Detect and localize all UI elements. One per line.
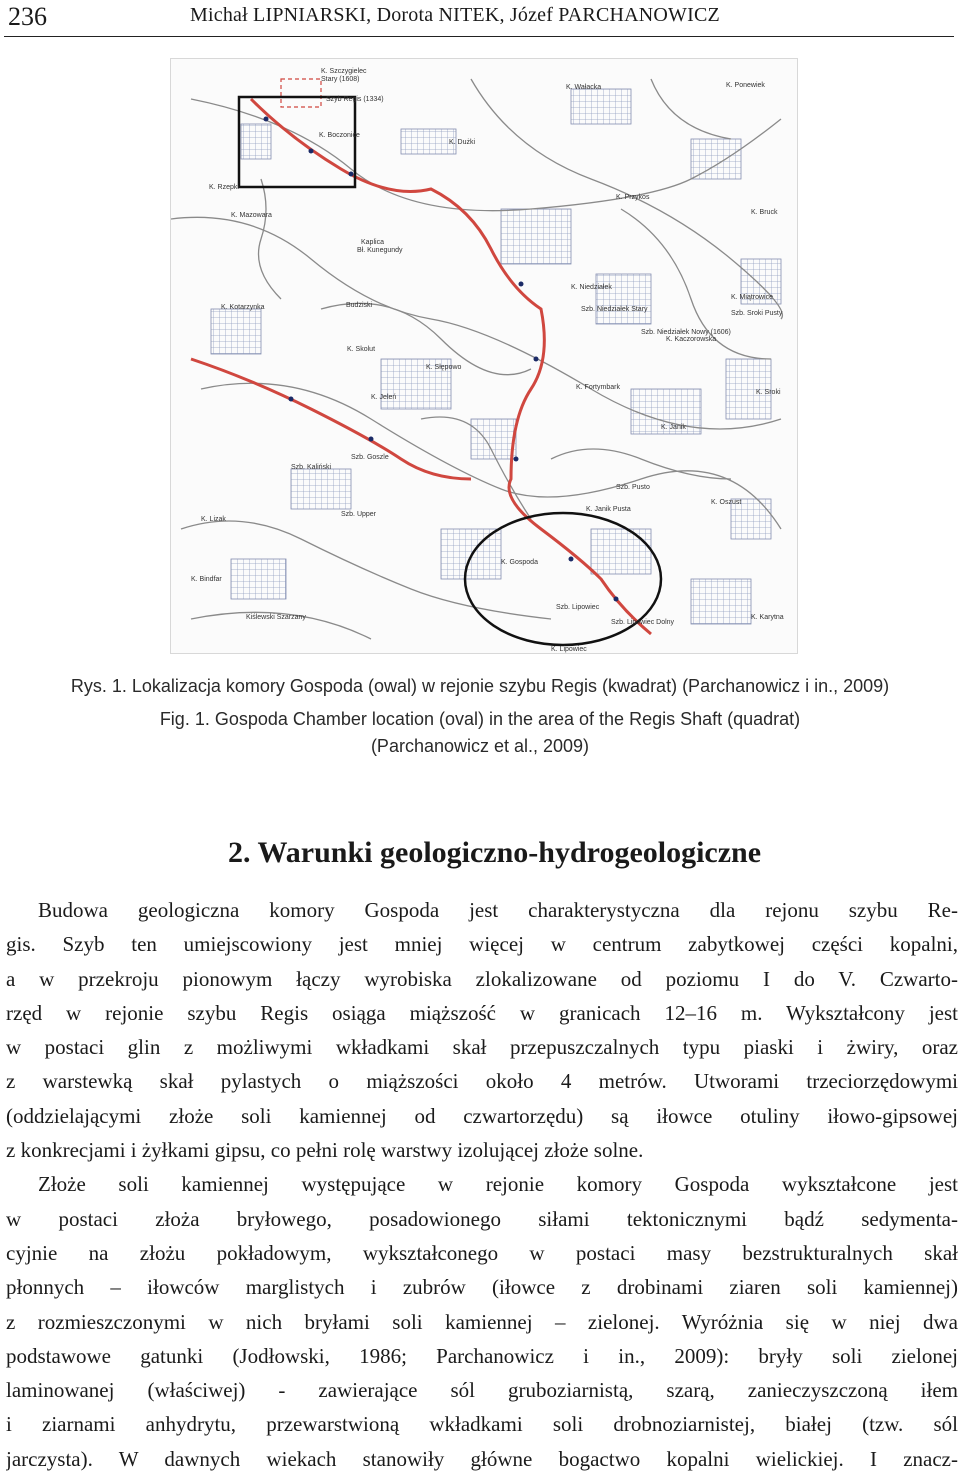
body-line: z konkrecjami i żyłkami gipsu, co pełni rolę warstwy izolującej złoże solne. bbox=[6, 1138, 644, 1163]
shaft-box-red bbox=[281, 79, 321, 107]
svg-text:K. Oszust: K. Oszust bbox=[711, 499, 742, 506]
svg-text:K. Wałacka: K. Wałacka bbox=[566, 84, 602, 91]
svg-text:Kaplica: Kaplica bbox=[361, 239, 384, 246]
svg-text:K. Janik Pusta: K. Janik Pusta bbox=[586, 506, 631, 513]
chamber-areas bbox=[211, 89, 781, 624]
svg-text:K. Rzepki: K. Rzepki bbox=[209, 184, 239, 191]
figure-caption-english-line2: (Parchanowicz et al., 2009) bbox=[370, 736, 590, 756]
svg-text:K. Miątrowice: K. Miątrowice bbox=[731, 294, 774, 301]
svg-text:K. Ponewiek: K. Ponewiek bbox=[726, 82, 765, 89]
svg-text:K. Sroki: K. Sroki bbox=[756, 389, 781, 396]
body-line: cyjnie na złożu pokładowym, wykształconego w postaci masy bezstrukturalnych skał bbox=[6, 1240, 958, 1265]
svg-text:Szb. Niedziałek Stary: Szb. Niedziałek Stary bbox=[581, 306, 648, 313]
svg-text:Szb. Pusto: Szb. Pusto bbox=[616, 484, 650, 491]
svg-text:K. Przykos: K. Przykos bbox=[616, 194, 650, 201]
svg-text:Szb. Lipowiec: Szb. Lipowiec bbox=[556, 604, 600, 611]
svg-text:K. Mazowara: K. Mazowara bbox=[231, 212, 272, 219]
page-number: 236 bbox=[8, 2, 47, 31]
body-line: podstawowe gatunki (Jodłowski, 1986; Parchanowicz i in., 2009): bryły soli zielonej bbox=[6, 1343, 958, 1368]
body-line: rzęd w rejonie szybu Regis osiąga miąższość w granicach 12–16 m. Wykształcony jest bbox=[6, 1000, 958, 1025]
svg-text:Budziski: Budziski bbox=[346, 302, 373, 309]
svg-text:K. Kaczorowska: K. Kaczorowska bbox=[666, 336, 717, 343]
body-line: gis. Szyb ten umiejscowiony jest mniej więcej w centrum zabytkowej części kopalni, bbox=[6, 932, 958, 957]
body-line: Budowa geologiczna komory Gospoda jest charakterystyczna dla rejonu szybu Re- bbox=[38, 898, 958, 922]
mine-map-drawing bbox=[171, 59, 797, 653]
svg-text:K. Fortymbark: K. Fortymbark bbox=[576, 384, 620, 391]
svg-text:K. Lizak: K. Lizak bbox=[201, 516, 226, 523]
body-line: a w przekroju pionowym łączy wyrobiska zlokalizowane od poziomu I do V. Czwarto- bbox=[6, 966, 958, 991]
svg-text:Szb. Lipowiec Dolny: Szb. Lipowiec Dolny bbox=[611, 619, 675, 626]
svg-text:K. Karytna: K. Karytna bbox=[751, 614, 784, 621]
body-line: płonnych – iłowców marglistych i zubrów (iłowce z drobinami ziaren soli kamiennej) bbox=[6, 1275, 958, 1300]
body-line: z warstewką skał pylastych o miąższości około 4 metrów. Utworami trzeciorzędowymi bbox=[6, 1069, 958, 1094]
body-text bbox=[6, 893, 958, 1476]
svg-text:K. Jeleń: K. Jeleń bbox=[371, 394, 397, 401]
svg-text:K. Niedziałek: K. Niedziałek bbox=[571, 284, 612, 291]
body-line: laminowanej (właściwej) - zawierające sól gruboziarnistą, szarą, zanieczyszczoną iłem bbox=[6, 1378, 958, 1403]
svg-text:K. Skolut: K. Skolut bbox=[347, 346, 376, 353]
svg-text:Szb. Niedziałek Nowy (1606): Szb. Niedziałek Nowy (1606) bbox=[641, 329, 731, 336]
body-line: (oddzielającymi złoże soli kamiennej od czwartorzędu) są iłowce otuliny iłowo-gipsowej bbox=[6, 1103, 958, 1128]
svg-text:K. Lipowiec: K. Lipowiec bbox=[551, 646, 587, 653]
svg-text:K. Gospoda: K. Gospoda bbox=[501, 559, 538, 566]
svg-text:K. Bindfar: K. Bindfar bbox=[191, 576, 222, 583]
body-line: Złoże soli kamiennej występujące w rejonie komory Gospoda wykształcone jest bbox=[38, 1172, 958, 1197]
svg-text:K. Bruck: K. Bruck bbox=[751, 209, 778, 216]
header-rule bbox=[4, 36, 954, 37]
svg-text:K. Dużki: K. Dużki bbox=[449, 139, 476, 146]
svg-text:K. Szczygielec: K. Szczygielec bbox=[321, 68, 367, 75]
svg-text:K. Słępowo: K. Słępowo bbox=[426, 364, 462, 371]
svg-text:Szb. Goszle: Szb. Goszle bbox=[351, 454, 389, 461]
body-line: i ziarnami anhydrytu, przewarstwioną wkładkami soli drobnoziarnistej, białej (tzw. sól bbox=[6, 1412, 958, 1437]
svg-text:Szb. Kaliński: Szb. Kaliński bbox=[291, 464, 332, 471]
running-head-authors: Michał LIPNIARSKI, Dorota NITEK, Józef PARCHANOWICZ bbox=[190, 4, 720, 26]
svg-text:Bł. Kunegundy: Bł. Kunegundy bbox=[357, 247, 403, 254]
svg-text:K. Kotarzynka: K. Kotarzynka bbox=[221, 304, 265, 311]
body-line: jarczysta). W dawnych wiekach stanowiły główne bogactwo kopalni wielickiej. I znacz- bbox=[6, 1446, 958, 1471]
body-line: w postaci glin z możliwymi wkładkami skał przepuszczalnych typu piaski i żwiry, oraz bbox=[6, 1035, 958, 1060]
svg-text:Szyb Regis (1334): Szyb Regis (1334) bbox=[326, 96, 384, 103]
svg-text:K. Boczonice: K. Boczonice bbox=[319, 132, 360, 139]
svg-text:Szb. Upper: Szb. Upper bbox=[341, 511, 377, 518]
figure-caption-english-line1: Fig. 1. Gospoda Chamber location (oval) in the area of the Regis Shaft (quadrat) bbox=[159, 709, 801, 729]
svg-text:Szb. Sroki Pusty: Szb. Sroki Pusty bbox=[731, 310, 783, 317]
svg-text:K. Janik: K. Janik bbox=[661, 424, 686, 431]
body-line: w postaci złoża bryłowego, posadowionego siłami tektonicznymi bądź sedymenta- bbox=[6, 1206, 958, 1231]
page-header bbox=[0, 0, 960, 36]
mine-map-figure bbox=[170, 58, 798, 654]
svg-text:Kiślewski Szarzany: Kiślewski Szarzany bbox=[246, 614, 306, 621]
svg-text:Stary (1608): Stary (1608) bbox=[321, 76, 360, 83]
figure-caption-polish: Rys. 1. Lokalizacja komory Gospoda (owal) w rejonie szybu Regis (kwadrat) (Parchanowicz i in., 2009) bbox=[70, 676, 890, 696]
section-heading: 2. Warunki geologiczno-hydrogeologiczne bbox=[228, 836, 762, 869]
body-line: z rozmieszczonymi w nich bryłami soli kamiennej – zielonej. Wyróżnia się w niej dwa bbox=[6, 1309, 958, 1334]
